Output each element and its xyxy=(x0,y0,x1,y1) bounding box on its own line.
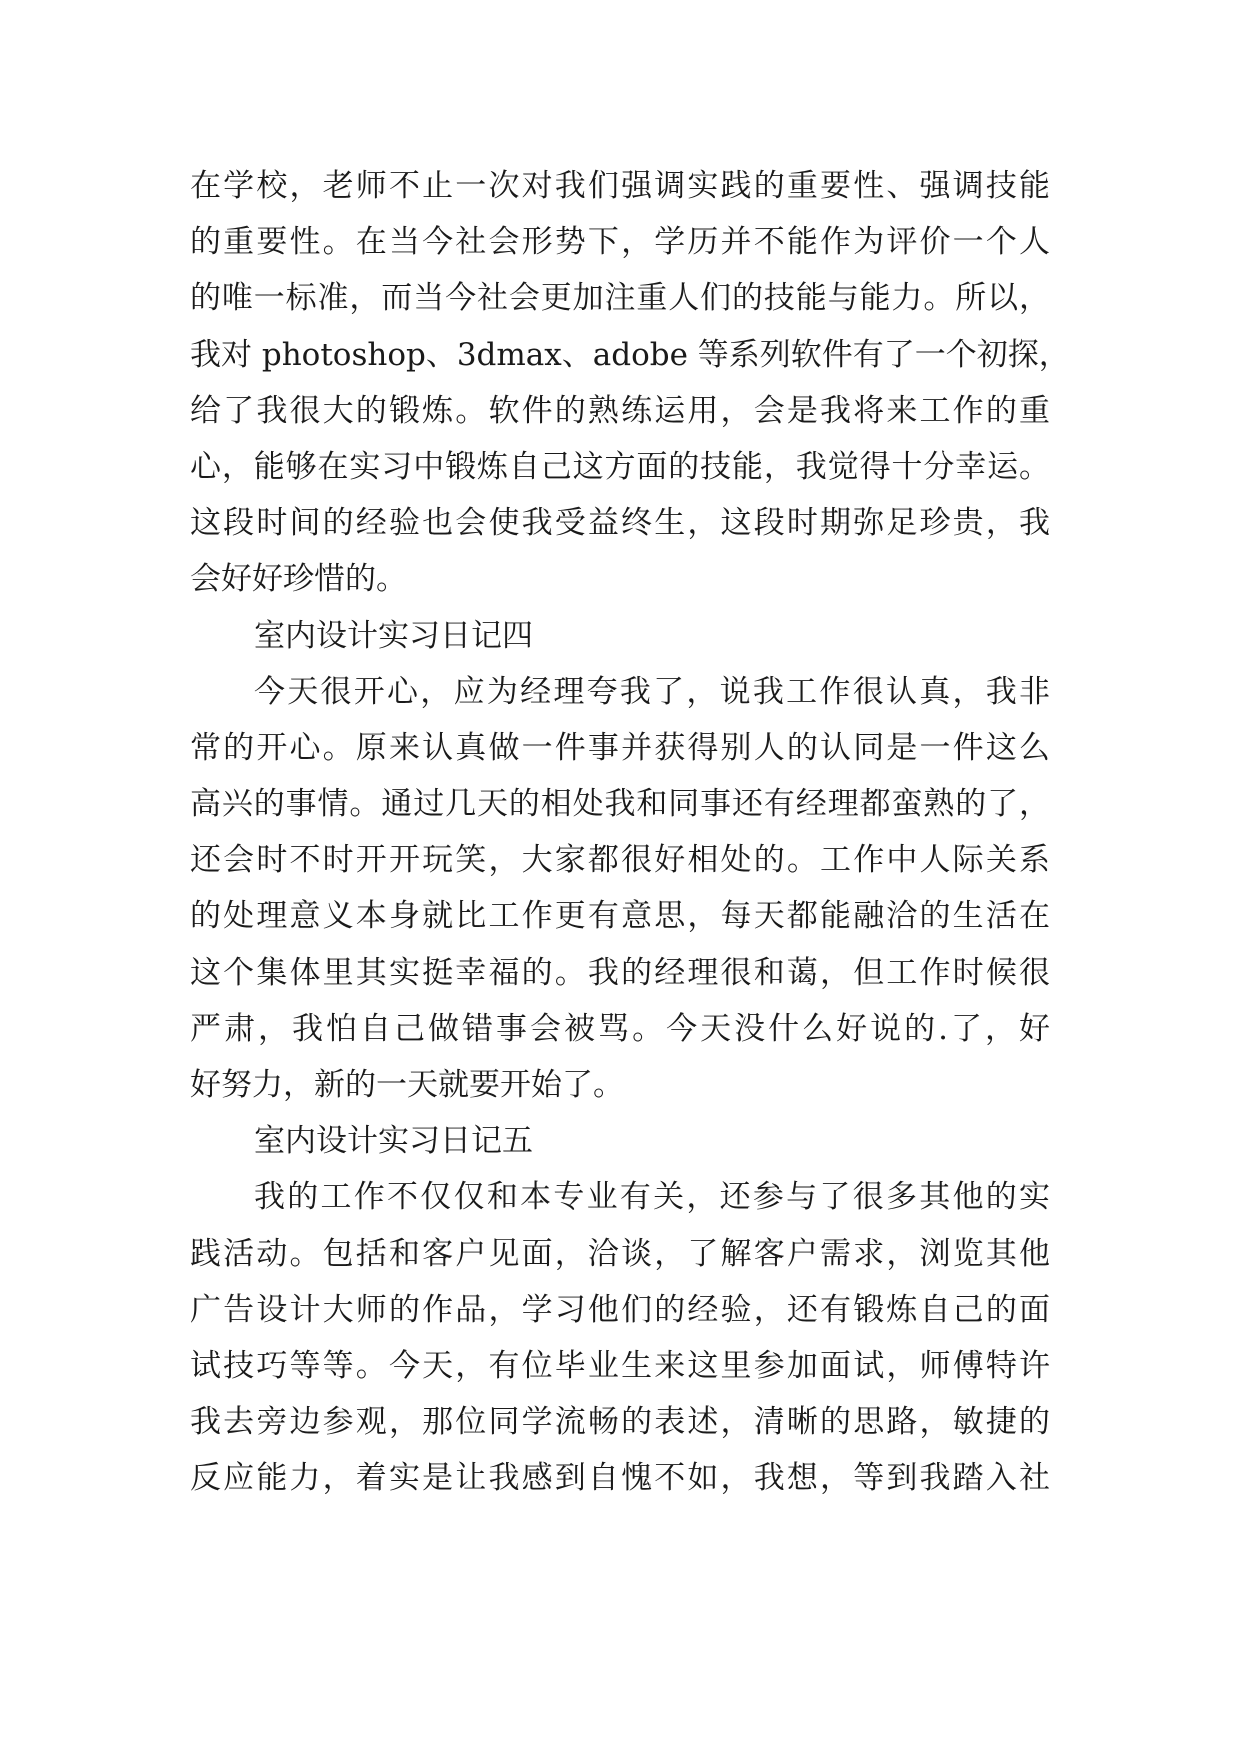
section-heading: 室内设计实习日记四 xyxy=(254,617,533,654)
paragraph-line: 的唯一标准，而当今社会更加注重人们的技能与能力。所以， xyxy=(190,280,1050,317)
paragraph-line: 严肃，我怕自己做错事会被骂。今天没什么好说的.了，好 xyxy=(190,1010,1050,1047)
paragraph-line: 心，能够在实习中锻炼自己这方面的技能，我觉得十分幸运。 xyxy=(190,448,1050,485)
paragraph-line: 广告设计大师的作品，学习他们的经验，还有锻炼自己的面 xyxy=(190,1291,1050,1328)
document-body xyxy=(190,158,1070,1507)
paragraph-line: 常的开心。原来认真做一件事并获得别人的认同是一件这么 xyxy=(190,729,1050,766)
paragraph-line: 还会时不时开开玩笑，大家都很好相处的。工作中人际关系 xyxy=(190,842,1050,879)
paragraph-line: 高兴的事情。通过几天的相处我和同事还有经理都蛮熟的了， xyxy=(190,786,1050,823)
paragraph-last-line: 会好好珍惜的。 xyxy=(190,561,407,598)
section-heading: 室内设计实习日记五 xyxy=(254,1123,533,1160)
paragraph-line: 的重要性。在当今社会形势下，学历并不能作为评价一个人 xyxy=(190,224,1050,261)
paragraph-first-line: 我的工作不仅仅和本专业有关，还参与了很多其他的实 xyxy=(254,1179,1050,1216)
paragraph-line: 践活动。包括和客户见面，洽谈，了解客户需求，浏览其他 xyxy=(190,1235,1050,1272)
paragraph-line: 的处理意义本身就比工作更有意思，每天都能融洽的生活在 xyxy=(190,898,1050,935)
paragraph-last-line: 好努力，新的一天就要开始了。 xyxy=(190,1067,624,1103)
paragraph-first-line: 今天很开心，应为经理夸我了，说我工作很认真，我非 xyxy=(254,673,1050,710)
paragraph-line: 这个集体里其实挺幸福的。我的经理很和蔼，但工作时候很 xyxy=(190,954,1050,991)
paragraph-line: 试技巧等等。今天，有位毕业生来这里参加面试，师傅特许 xyxy=(190,1347,1050,1384)
paragraph-line: 这段时间的经验也会使我受益终生，这段时期弥足珍贵，我 xyxy=(190,505,1050,542)
paragraph-line: 我去旁边参观，那位同学流畅的表述，清晰的思路，敏捷的 xyxy=(190,1404,1050,1441)
paragraph-line: 给了我很大的锻炼。软件的熟练运用，会是我将来工作的重 xyxy=(190,392,1050,429)
paragraph-line: 反应能力，着实是让我感到自愧不如，我想，等到我踏入社 xyxy=(190,1460,1050,1497)
paragraph-line: 我对 photoshop、3dmax、adobe 等系列软件有了一个初探， xyxy=(190,336,1070,373)
paragraph-line: 在学校，老师不止一次对我们强调实践的重要性、强调技能 xyxy=(190,168,1050,204)
